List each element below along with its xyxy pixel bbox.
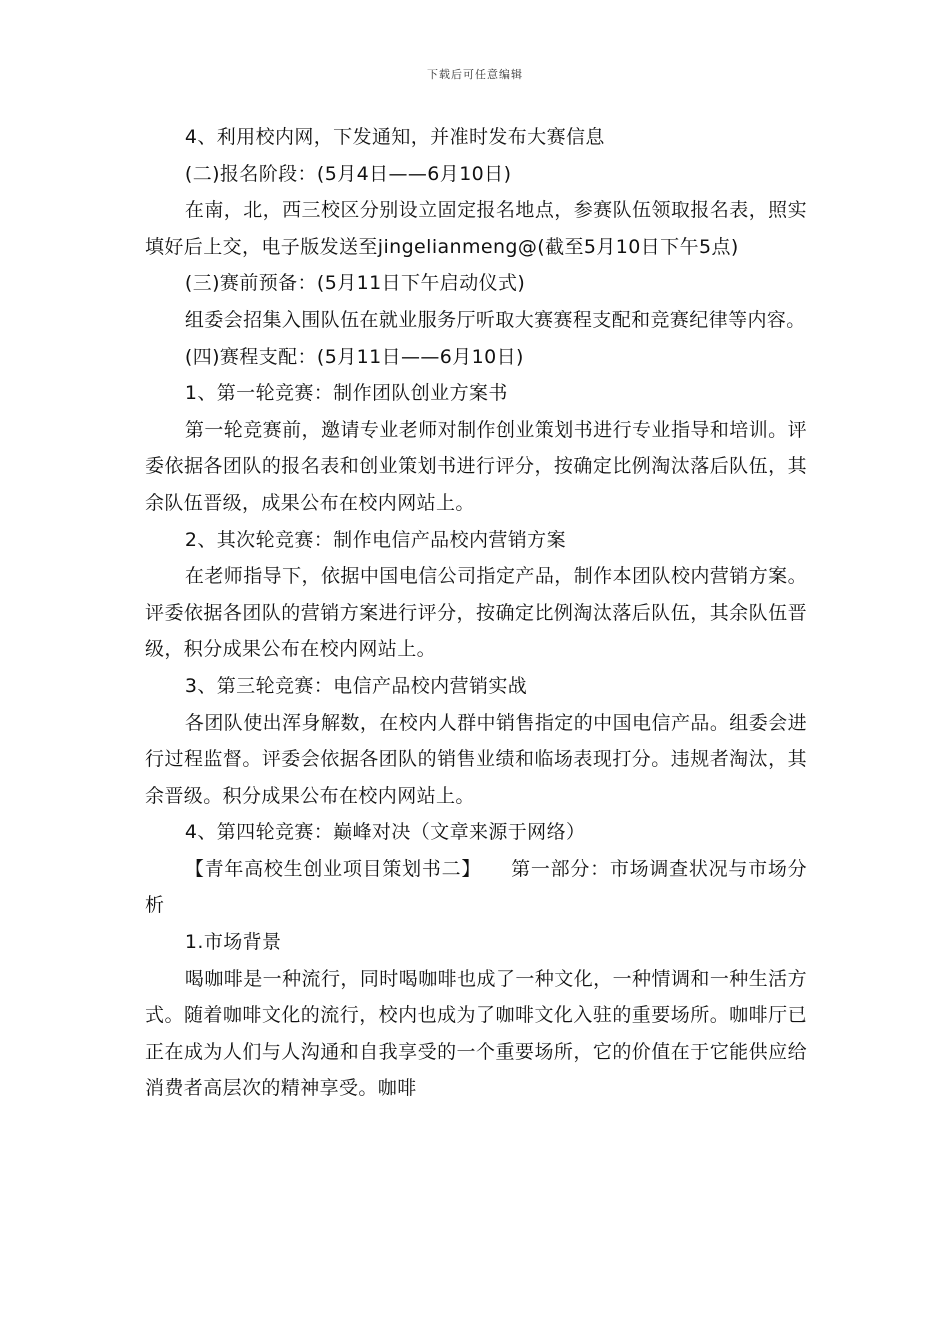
paragraph-round1-detail: 第一轮竞赛前，邀请专业老师对制作创业策划书进行专业指导和培训。评委依据各团队的报名表和创业策划书进行评分，按确定比例淘汰落后队伍，其余队伍晋级，成果公布在校内网站上。 [145, 418, 807, 514]
paragraph-round3-detail: 各团队使出浑身解数，在校内人群中销售指定的中国电信产品。组委会进行过程监督。评委会依据各团队的销售业绩和临场表现打分。违规者淘汰，其余晋级。积分成果公布在校内网站上。 [145, 711, 807, 807]
paragraph-round1-heading: 1、第一轮竞赛：制作团队创业方案书 [184, 382, 508, 405]
paragraph-plan-two-title: 【青年高校生创业项目策划书二】 第一部分：市场调查状况与市场分析 [145, 857, 807, 917]
document-body [145, 119, 807, 1107]
paragraph-round4-heading: 4、第四轮竞赛：巅峰对决（文章来源于网络） [184, 821, 586, 844]
paragraph-market-background-detail: 喝咖啡是一种流行，同时喝咖啡也成了一种文化，一种情调和一种生活方式。随着咖啡文化的流行，校内也成为了咖啡文化入驻的重要场所。咖啡厅已正在成为人们与人沟通和自我享受的一个重要场所，它的价值在于它能供应给消费者高层次的精神享受。咖啡 [145, 967, 807, 1100]
paragraph-round3-heading: 3、第三轮竞赛：电信产品校内营销实战 [184, 674, 528, 697]
page-header-note: 下载后可任意编辑 [427, 68, 523, 81]
paragraph-registration-detail: 在南，北，西三校区分别设立固定报名地点，参赛队伍领取报名表，照实填好后上交，电子版发送至jingelianmeng@(截至5月10日下午5点) [145, 199, 807, 258]
paragraph-preparation-heading: (三)赛前预备：(5月11日下午启动仪式) [184, 272, 526, 295]
paragraph-registration-heading: (二)报名阶段：(5月4日——6月10日) [184, 162, 512, 185]
paragraph-schedule-heading: (四)赛程支配：(5月11日——6月10日) [184, 345, 524, 368]
paragraph-round2-detail: 在老师指导下，依据中国电信公司指定产品，制作本团队校内营销方案。评委依据各团队的营销方案进行评分，按确定比例淘汰落后队伍，其余队伍晋级，积分成果公布在校内网站上。 [145, 565, 807, 661]
paragraph-notice-step: 4、利用校内网，下发通知，并准时发布大赛信息 [184, 126, 605, 148]
paragraph-market-background-heading: 1.市场背景 [184, 931, 282, 954]
paragraph-round2-heading: 2、其次轮竞赛：制作电信产品校内营销方案 [184, 528, 566, 551]
paragraph-preparation-detail: 组委会招集入围队伍在就业服务厅听取大赛赛程支配和竞赛纪律等内容。 [184, 308, 806, 331]
